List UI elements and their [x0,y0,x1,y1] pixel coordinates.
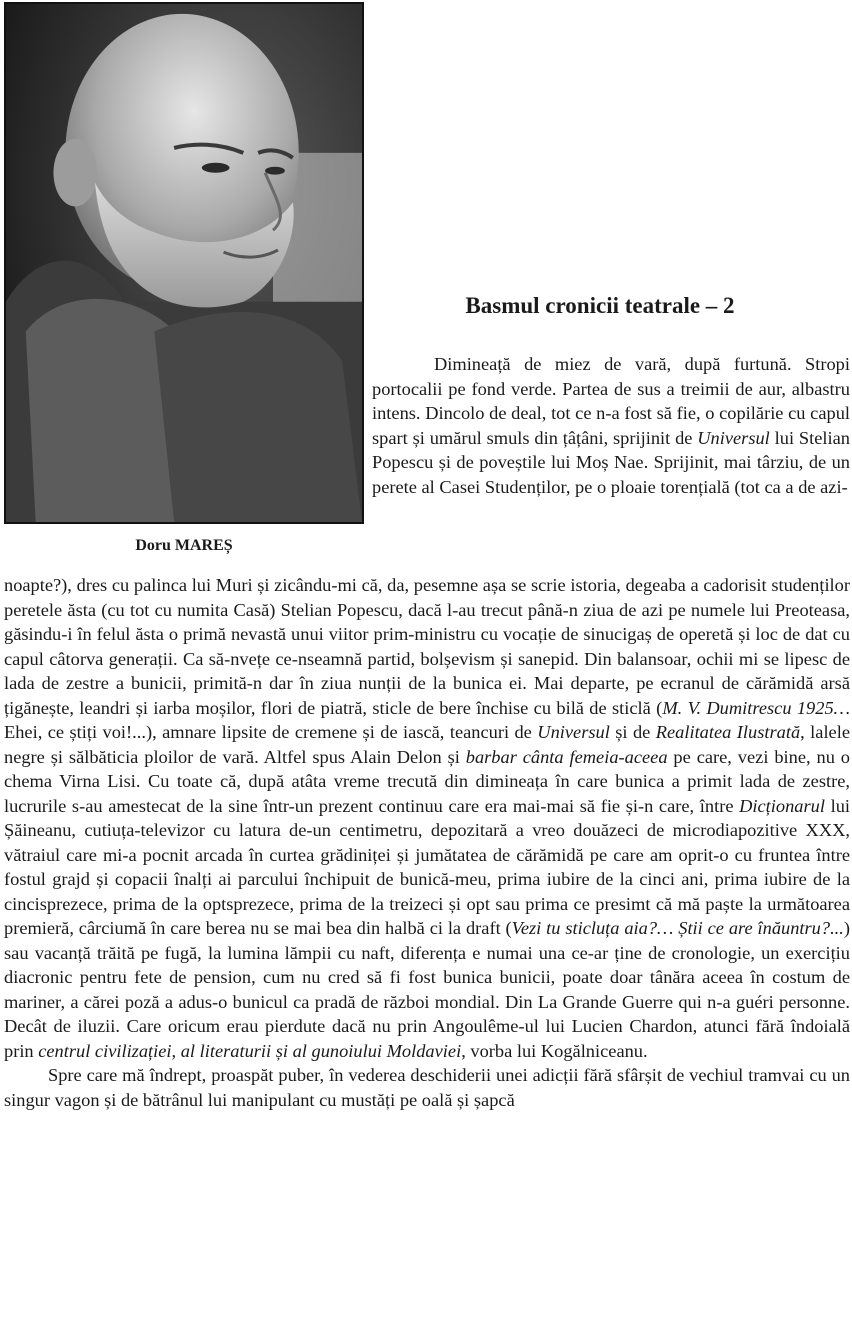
text-line: treimii de aur, albastru intens. Dincolo de deal, tot [372,378,850,423]
author-photo [4,2,364,524]
text-line: umărul smuls din țâțâni, sprijinit de Universul lui [429,427,795,448]
text-line: Stelian Popescu și de poveștile lui Moș Nae. [372,427,850,472]
text-line: Studenților, pe o ploaie torențială (tot ca a de azi- [484,476,848,497]
text-line: Dimineață de miez de vară, după furtună. [434,354,792,374]
text-line: ce n-a fost să fie, o copilărie cu capul spart și [372,403,850,448]
body-paragraph-1: noapte?), dres cu palinca lui Muri și zicându-mi că, da, pesemne așa se scrie istoria, degeaba a cadorisit studenților peretele ăsta (cu tot cu numita Casă) Stelian Popescu, dacă l-au trecut până-n ziua de azi pe numele lui Preoteasa, găsindu-i în felul ăsta o primă nevastă unui viitor prim-ministru cu vocație de sinucigaș de operetă și loc de dat cu capul câtorva generații. Ca să-nvețe ce-nseamnă partid, bolșevism și sanepid. Din balansoar, ochii mi se lipesc de lada de zestre a bunicii, primită-n dar în ziua nunții de la bunica ei. Mai departe, pe ecranul de cărămidă arsă țigănește, leandri și iarba moșilor, flori de piatră, sticle de bere închise cu bilă de sticlă (M. V. Dumitrescu 1925… Ehei, ce știți voi!...), amnare lipsite de cremene și de iască, teancuri de Universul și de Realitatea Ilustrată, lalele negre și sălbăticia ploilor de vară. Altfel spus Alain Delon și barbar cânta femeia-aceea pe care, vezi bine, nu o chema Virna Lisi. Cu toate că, după atâta vreme trecută din dimineața în care bunica a primit lada de zestre, lucrurile s-au amestecat de la sine într-un prezent continuu care era mai-mai să fie și-n care, între Dicționarul lui Șăineanu, cutiuța-televizor cu latura de-un centimetru, depozitară a vreo douăzeci de microdiapozitive XXX, vătraiul care mi-a pocnit arcada în curtea grădiniței și jumătatea de cărămidă pe care am oprit-o cu fruntea între fostul grajd și copacii înalți ai parcului închipuit de bunică-meu, prima iubire de la cinci ani, prima iubire de la cincisprezece, prima de la optsprezece, prima de la treizeci și opt sau prima ce presimt că mă paște la următoarea premieră, cârciumă în care berea nu se mai bea din halbă ci la draft (Vezi tu sticluța aia?… Știi ce are înăuntru?...) sau vacanță trăită pe fugă, la lumina lămpii cu naft, diferența e numai una ce-ar ține de cronologie, un exercițiu diacronic pentru fete de pension, cum nu cred să fi fost bunica bunicii, poate doar tânăra aceea în costum de mariner, a cărei poză a adus-o bunicul ca pradă de război mondial. Din La Grande Guerre qui n-a guéri personne. Decât de iluzii. Care oricum erau pierdute dacă nu prin Angoulême-ul lui Lucien Chardon, atunci fără îndoială prin centrul civilizației, al literaturii și al gunoiului Moldaviei, vorba lui Kogălniceanu. [4,575,850,1061]
text-line: Sprijinit, mai târziu, de un perete al Casei [372,452,850,497]
text-line: Stropi portocalii pe fond verde. Partea de sus a [372,354,850,399]
italic-title: Universul [697,427,770,448]
photo-caption: Doru MAREȘ [135,537,233,554]
article-title: Basmul cronicii teatrale – 2 [465,293,735,318]
article-body [4,573,850,1112]
body-paragraph-2: Spre care mă îndrept, proaspăt puber, în vederea deschiderii unei adicții fără sfârșit de vechiul tramvai cu un singur vagon și de bătrânul lui manipulant cu mustăți pe oală și șapcă [4,1065,850,1110]
intro-paragraph [372,352,850,499]
intro-block [372,352,850,499]
portrait-image [6,4,362,522]
